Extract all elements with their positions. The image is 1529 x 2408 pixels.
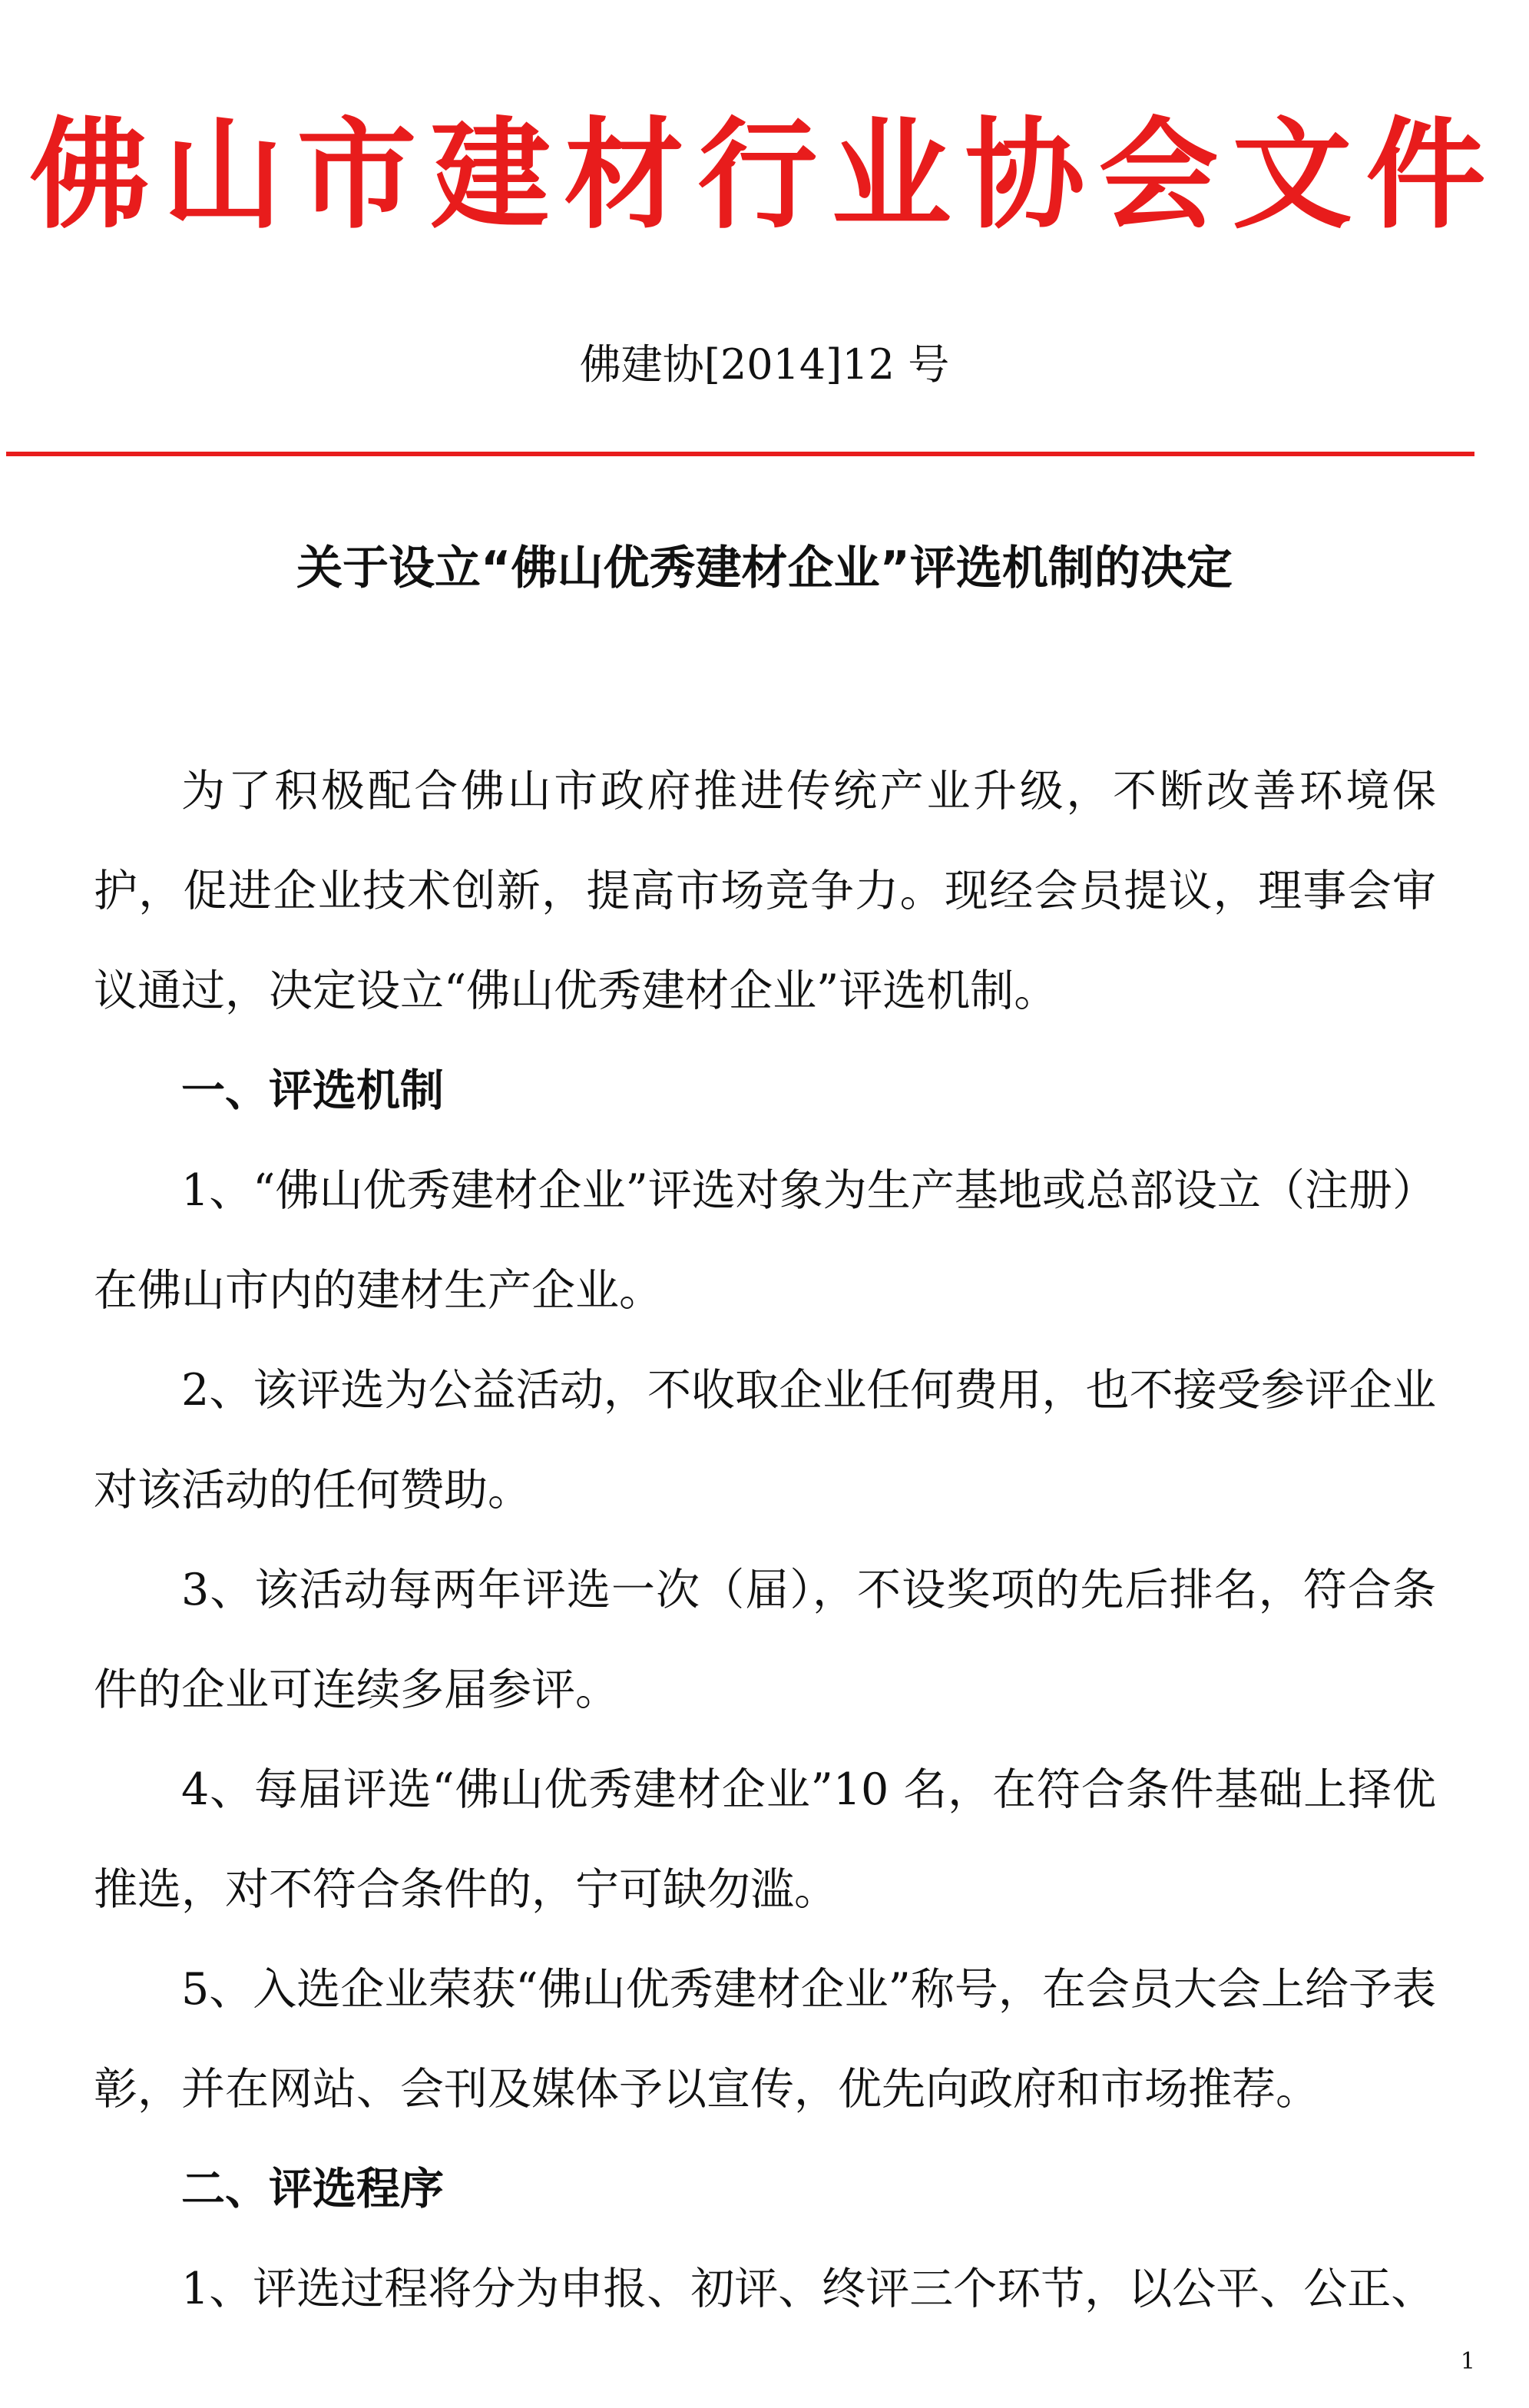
section-heading-procedure: 二、评选程序 (181, 2164, 444, 2214)
intro-paragraph: 为了积极配合佛山市政府推进传统产业升级，不断改善环境保护，促进企业技术创新，提高市场竞争力。现经会员提议，理事会审议通过，决定设立“佛山优秀建材企业”评选机制。 (94, 766, 1436, 1016)
masthead-title: 佛山市建材行业协会文件 (29, 105, 1500, 245)
mechanism-item-2: 2、该评选为公益活动，不收取企业任何费用，也不接受参评企业对该活动的任何赞助。 (94, 1365, 1436, 1515)
mechanism-item-5: 5、入选企业荣获“佛山优秀建材企业”称号，在会员大会上给予表彰，并在网站、会刊及媒体予以宣传，优先向政府和市场推荐。 (94, 1964, 1436, 2115)
red-divider-line (6, 452, 1474, 456)
mechanism-item-4: 4、每届评选“佛山优秀建材企业”10 名，在符合条件基础上择优推选，对不符合条件的，宁可缺勿滥。 (94, 1764, 1436, 1915)
mechanism-item-3: 3、该活动每两年评选一次（届），不设奖项的先后排名，符合条件的企业可连续多届参评。 (94, 1565, 1436, 1715)
page-number: 1 (1460, 2348, 1475, 2375)
document-body (94, 741, 1436, 2339)
document-number: 佛建协[2014]12 号 (579, 340, 950, 389)
document-title: 关于设立“佛山优秀建材企业”评选机制的决定 (296, 542, 1233, 595)
procedure-item-1: 1、评选过程将分为申报、初评、终评三个环节，以公平、公正、 (181, 2264, 1435, 2314)
mechanism-item-1: 1、“佛山优秀建材企业”评选对象为生产基地或总部设立（注册）在佛山市内的建材生产企业。 (94, 1165, 1436, 1316)
section-heading-mechanism: 一、评选机制 (181, 1065, 444, 1116)
